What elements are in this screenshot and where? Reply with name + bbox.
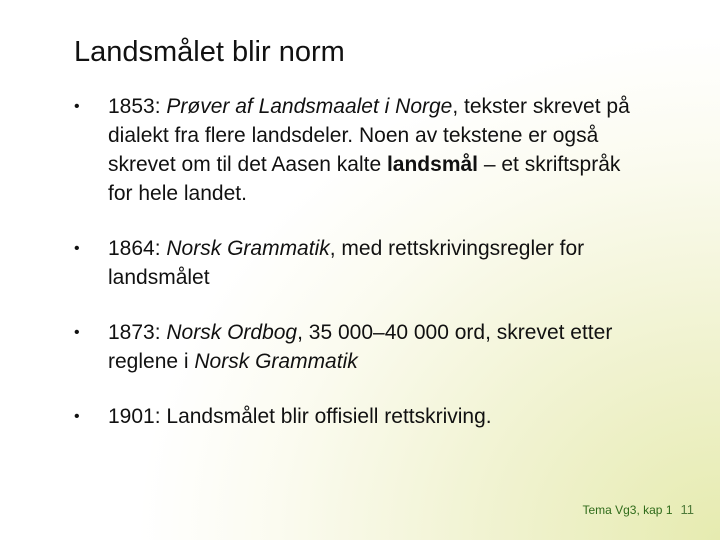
bullet-text	[108, 237, 584, 289]
bullet-dot-icon: •	[74, 324, 80, 341]
bullet-dot-icon: •	[74, 240, 80, 257]
bullet-item-1853	[74, 92, 634, 208]
text-segment: , 35 000–40 000 ord, skrevet etter reglene i	[108, 321, 613, 373]
bullet-text	[108, 95, 630, 205]
book-title: Norsk Grammatik	[166, 237, 330, 260]
bullet-text	[108, 405, 492, 428]
bullet-text	[108, 321, 612, 373]
bullet-dot-icon: •	[74, 408, 80, 425]
text-segment: 1864:	[108, 237, 167, 260]
bullet-list	[74, 92, 634, 431]
bullet-item-1873	[74, 318, 634, 376]
text-segment: – et skriftspråk for hele landet.	[108, 153, 621, 205]
text-segment: , tekster skrevet på dialekt fra flere landsdeler. Noen av tekstene er også skrevet om til det Aasen kalte	[108, 95, 630, 176]
book-title: Norsk Ordbog	[166, 321, 298, 344]
emphasis-term: landsmål	[386, 153, 479, 176]
slide-title: Landsmålet blir norm	[74, 36, 345, 68]
text-segment: 1873:	[108, 321, 167, 344]
page-number: 11	[680, 502, 694, 517]
bullet-dot-icon: •	[74, 98, 80, 115]
book-title: Prøver af Landsmaalet i Norge	[166, 95, 453, 118]
bullet-item-1864	[74, 234, 634, 292]
footer-label: Tema Vg3, kap 1	[582, 503, 673, 517]
bullet-item-1901	[74, 402, 634, 431]
text-segment: 1901: Landsmålet blir offisiell rettskriving.	[108, 405, 492, 428]
text-segment: 1853:	[108, 95, 167, 118]
slide-footer	[582, 502, 694, 517]
text-segment: , med rettskrivingsregler for landsmålet	[108, 237, 585, 289]
book-title: Norsk Grammatik	[194, 350, 358, 373]
